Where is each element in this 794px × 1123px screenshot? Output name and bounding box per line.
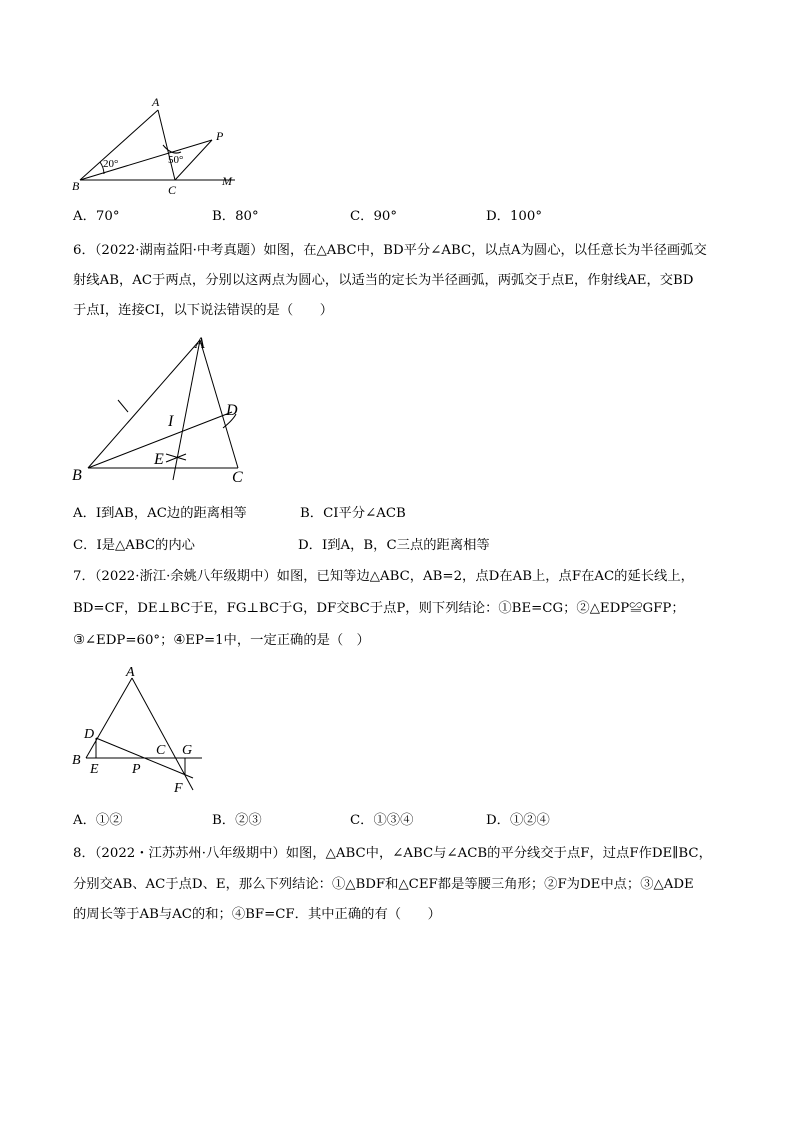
fig7-label-b: B: [72, 753, 81, 768]
fig7-label-e: E: [90, 762, 99, 777]
q8-line-1: 8．（2022・江苏苏州·八年级期中）如图，△ABC中，∠ABC与∠ACB的平分线交于点F，过点F作DE∥BC，: [73, 846, 712, 861]
q7-line-1: 7．（2022·浙江·余姚八年级期中）如图，已知等边△ABC，AB=2，点D在AB上，点F在AC的延长线上，: [73, 569, 694, 584]
q7-line-2: BD=CF，DE⊥BC于E，FG⊥BC于G，DF交BC于点P，则下列结论：①BE=CG；②△EDP≌GFP；: [73, 601, 685, 616]
q5-option-d: D．100°: [486, 209, 542, 224]
fig6-label-b: B: [72, 467, 82, 484]
q7-option-a: A．①②: [73, 813, 123, 828]
q7-option-b: B．②③: [212, 813, 262, 828]
fig5-label-b: B: [72, 179, 80, 193]
q8-line-2: 分别交AB、AC于点D、E，那么下列结论：①△BDF和△CEF都是等腰三角形；②F为DE中点；③△ADE: [73, 877, 694, 892]
q5-option-c: C．90°: [350, 209, 398, 224]
figure-q5: [60, 90, 260, 200]
fig5-label-p: P: [216, 129, 224, 143]
q6-option-a: A．I到AB，AC边的距离相等: [73, 506, 247, 521]
q6-line-2: 射线AB，AC于两点，分别以这两点为圆心，以适当的定长为半径画弧，两弧交于点E，作射线AE，交BD: [73, 273, 694, 288]
q7-option-c: C．①③④: [350, 813, 414, 828]
fig6-label-d: D: [226, 402, 238, 419]
fig5-label-a: A: [152, 95, 160, 109]
figure-q7: [60, 660, 220, 800]
figure-q6: [60, 330, 270, 495]
fig5-label-m: M: [222, 174, 232, 188]
q6-option-d: D．I到A，B，C三点的距离相等: [298, 538, 490, 553]
fig5-angle-c: 50°: [168, 154, 184, 166]
q8-line-3: 的周长等于AB与AC的和；④BF=CF．其中正确的有（ ）: [73, 907, 441, 922]
fig7-label-f: F: [174, 781, 183, 796]
q5-option-a: A．70°: [73, 209, 120, 224]
q6-line-1: 6．（2022·湖南益阳·中考真题）如图，在△ABC中，BD平分∠ABC，以点A为圆心，以任意长为半径画弧交: [73, 243, 707, 258]
fig6-label-i: I: [168, 413, 174, 430]
fig5-label-c: C: [168, 183, 177, 197]
fig7-label-c: C: [156, 743, 166, 758]
fig6-label-e: E: [154, 451, 164, 468]
q7-line-3: ③∠EDP=60°；④EP=1中，一定正确的是（ ）: [73, 633, 370, 648]
q6-line-3: 于点I，连接CI，以下说法错误的是（ ）: [73, 303, 334, 318]
q6-option-b: B．CI平分∠ACB: [300, 506, 406, 521]
fig7-label-a: A: [126, 665, 135, 680]
fig7-label-g: G: [182, 743, 193, 758]
fig6-label-a: A: [195, 335, 205, 352]
q6-option-c: C．I是△ABC的内心: [73, 538, 195, 553]
fig5-angle-b: 20°: [103, 158, 119, 170]
q7-option-d: D．①②④: [486, 813, 550, 828]
fig7-label-p: P: [132, 762, 141, 777]
fig7-label-d: D: [84, 727, 95, 742]
q5-option-b: B．80°: [212, 209, 259, 224]
fig6-label-c: C: [232, 469, 243, 486]
